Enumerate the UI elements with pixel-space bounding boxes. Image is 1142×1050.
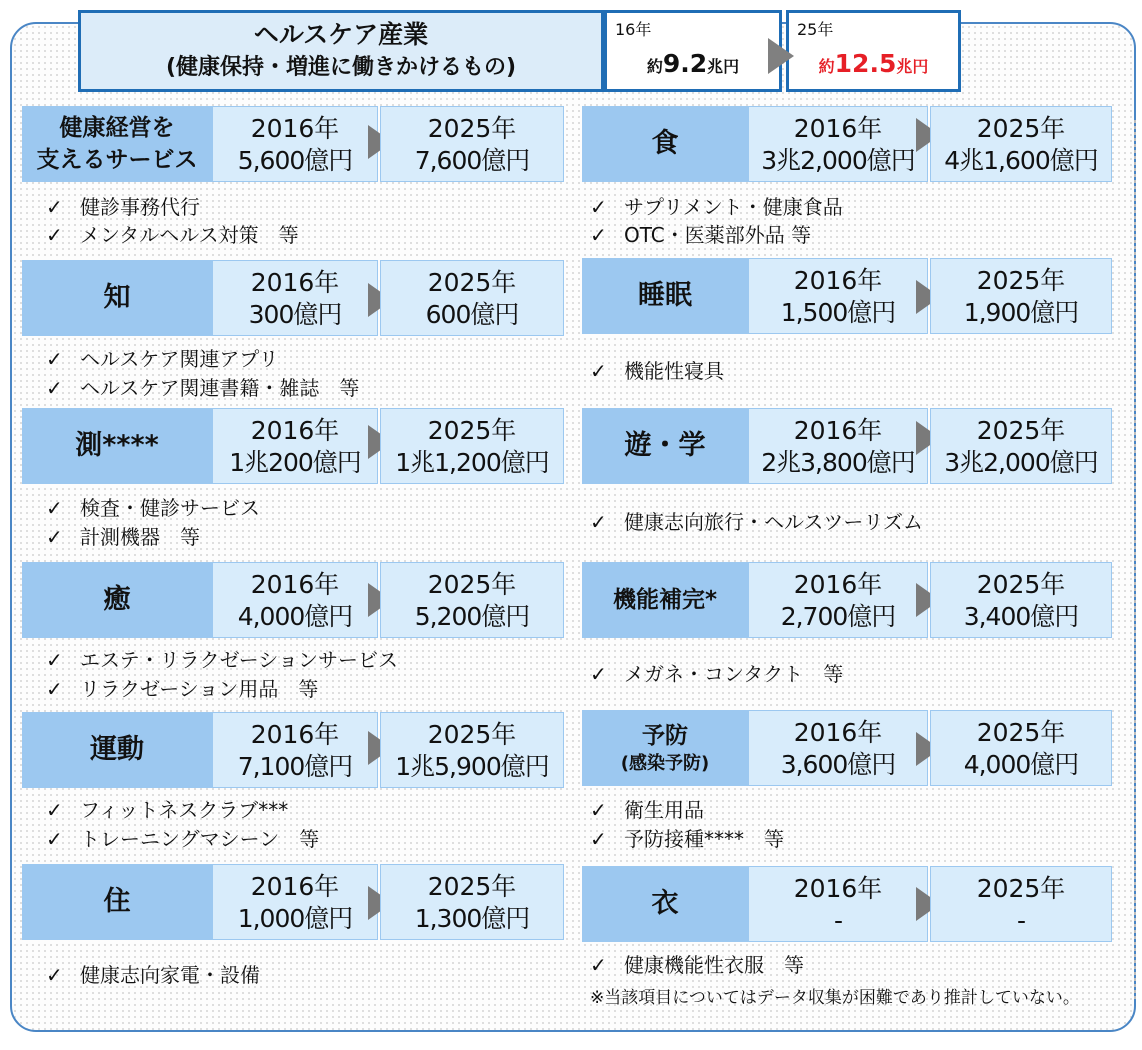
header-subtitle: (健康保持・増進に働きかけるもの) — [165, 55, 517, 80]
check-icon: ✓ — [590, 662, 607, 686]
check-icon: ✓ — [590, 359, 607, 383]
bullet-item: ✓ トレーニングマシーン 等 — [46, 827, 320, 851]
value-2016: 2016年 1兆200億円 — [212, 408, 378, 484]
value-2016: 2016年 7,100億円 — [212, 712, 378, 788]
value-2016: 2016年 300億円 — [212, 260, 378, 336]
bullet-item: ✓ 機能性寝具 — [590, 359, 724, 383]
category-name-line2: 支えるサービス — [36, 147, 198, 173]
value-2025: 2025年 3,400億円 — [930, 562, 1112, 638]
check-icon: ✓ — [590, 223, 607, 247]
total-2025-year: 25年 — [797, 20, 834, 39]
check-icon: ✓ — [46, 195, 63, 219]
value-2016: 2016年 3,600億円 — [748, 710, 928, 786]
category-yugaku: 遊・学 — [582, 408, 748, 484]
value-2025: 2025年 4兆1,600億円 — [930, 106, 1112, 182]
category-iyashi: 癒 — [22, 562, 212, 638]
check-icon: ✓ — [46, 376, 63, 400]
check-icon: ✓ — [590, 510, 607, 534]
category-soku: 測**** — [22, 408, 212, 484]
check-icon: ✓ — [46, 677, 63, 701]
header-title: ヘルスケア産業 — [253, 20, 429, 49]
bullet-item: ✓ 健診事務代行 — [46, 195, 200, 219]
check-icon: ✓ — [590, 827, 607, 851]
check-icon: ✓ — [46, 827, 63, 851]
category-ju: 住 — [22, 864, 212, 940]
total-2016-year: 16年 — [615, 20, 652, 39]
bullet-item: ✓ メガネ・コンタクト 等 — [590, 662, 844, 686]
check-icon: ✓ — [590, 195, 607, 219]
bullet-item: ✓ ヘルスケア関連書籍・雑誌 等 — [46, 376, 360, 400]
header-arrow-icon — [768, 38, 794, 74]
value-2025: 2025年 600億円 — [380, 260, 564, 336]
bullet-item: ✓ 検査・健診サービス — [46, 496, 260, 520]
category-kino-hokan: 機能補完* — [582, 562, 748, 638]
total-2016-value: 約9.2兆円 — [646, 49, 740, 78]
value-2016: 2016年 3兆2,000億円 — [748, 106, 928, 182]
value-2016: 2016年 2,700億円 — [748, 562, 928, 638]
total-2025-value: 約12.5兆円 — [818, 49, 929, 78]
check-icon: ✓ — [590, 798, 607, 822]
check-icon: ✓ — [46, 798, 63, 822]
value-2016: 2016年 1,000億円 — [212, 864, 378, 940]
value-2025: 2025年 1,900億円 — [930, 258, 1112, 334]
category-undo: 運動 — [22, 712, 212, 788]
value-2016: 2016年 4,000億円 — [212, 562, 378, 638]
check-icon: ✓ — [46, 963, 63, 987]
check-icon: ✓ — [46, 347, 63, 371]
header-title-box — [78, 10, 604, 92]
check-icon: ✓ — [46, 648, 63, 672]
check-icon: ✓ — [46, 525, 63, 549]
value-2016: 2016年 2兆3,800億円 — [748, 408, 928, 484]
category-name: 健康経営を — [59, 115, 175, 141]
divider — [1134, 120, 1136, 1000]
bullet-item: ✓ サプリメント・健康食品 — [590, 195, 843, 219]
value-2025: 2025年 4,000億円 — [930, 710, 1112, 786]
value-2025: 2025年 1兆5,900億円 — [380, 712, 564, 788]
bullet-item: ✓ 健康志向旅行・ヘルスツーリズム — [590, 510, 923, 534]
bullet-item: ✓ 衛生用品 — [590, 798, 704, 822]
category-shoku: 食 — [582, 106, 748, 182]
category-kenko-keiei — [22, 106, 212, 182]
value-2016: 2016年 5,600億円 — [212, 106, 378, 182]
category-suimin: 睡眠 — [582, 258, 748, 334]
bullet-item: ✓ 計測機器 等 — [46, 525, 200, 549]
value-2025: 2025年 - — [930, 866, 1112, 942]
bullet-item: ✓ OTC・医薬部外品 等 — [590, 223, 812, 247]
bullet-item: ✓ ヘルスケア関連アプリ — [46, 347, 279, 371]
check-icon: ✓ — [46, 496, 63, 520]
value-2016: 2016年 - — [748, 866, 928, 942]
check-icon: ✓ — [46, 223, 63, 247]
bullet-item: ✓ 健康機能性衣服 等 — [590, 953, 804, 977]
value-2025: 2025年 7,600億円 — [380, 106, 564, 182]
total-2025-box — [786, 10, 961, 92]
bullet-item: ✓ フィットネスクラブ*** — [46, 798, 289, 822]
bullet-item: ✓ メンタルヘルス対策 等 — [46, 223, 299, 247]
check-icon: ✓ — [590, 953, 607, 977]
value-2016: 2016年 1,500億円 — [748, 258, 928, 334]
bullet-item: ✓ 予防接種**** 等 — [590, 827, 784, 851]
value-2025: 2025年 3兆2,000億円 — [930, 408, 1112, 484]
bullet-item: ✓ エステ・リラクゼーションサービス — [46, 648, 398, 672]
category-chi: 知 — [22, 260, 212, 336]
value-2025: 2025年 1,300億円 — [380, 864, 564, 940]
footnote: ※当該項目についてはデータ収集が困難であり推計していない。 — [590, 988, 1080, 1008]
bullet-item: ✓ 健康志向家電・設備 — [46, 963, 260, 987]
value-2025: 2025年 5,200億円 — [380, 562, 564, 638]
category-yobo: 予防 (感染予防) — [582, 710, 748, 786]
category-i: 衣 — [582, 866, 748, 942]
total-2016-box — [604, 10, 782, 92]
bullet-item: ✓ リラクゼーション用品 等 — [46, 677, 319, 701]
value-2025: 2025年 1兆1,200億円 — [380, 408, 564, 484]
